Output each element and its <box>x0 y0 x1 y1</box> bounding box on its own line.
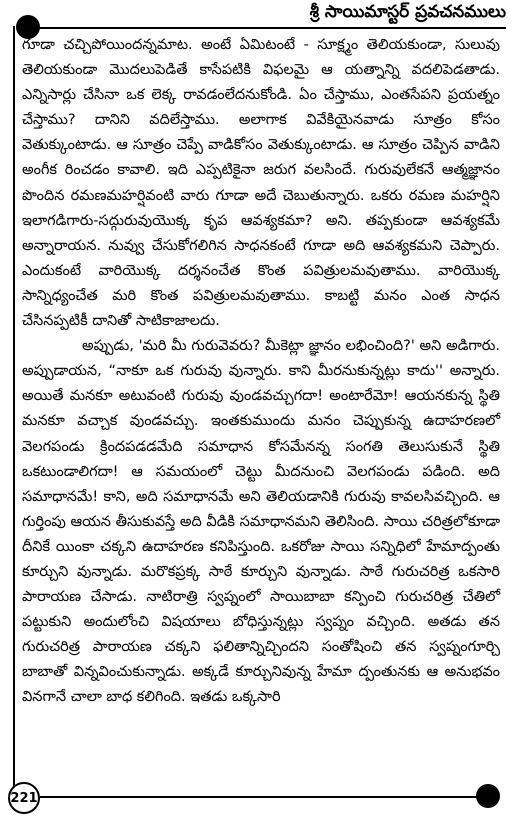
paragraph-1: గూడా చచ్చిపోయిందన్నమాట. అంటే ఏమిటంటే - సూక్ష్మం తెలియకుండా, సులువు తెలియకుండా మొదలుపెడితే కాసేపటికి విఫలమై ఆ యత్నాన్ని వదలిపెడతాడు. ఎన్నిసార్లు చేసినా ఒక లెక్క రావడంలేదనుకోండి. ఏం చేస్తాము, ఎంతసేపని ప్రయత్నం చేస్తాము? దానిని వదిలేస్తాము. అలాగాక వివేకియైనవాడు సూత్రం కోసం వెతుక్కుంటాడు. ఆ సూత్రం చెప్పే వాడికోసం వెతుక్కుంటాడు. ఆ సూత్రం చెప్పిన వాడిని అంగీక రించడం కావాలి. ఇది ఎప్పటికైనా జరుగ వలసిందే. గురువులేకనే ఆత్మజ్ఞానం పొందిన రమణమహర్షివంటి వారు గూడా అదే చెబుతున్నారు. ఒకరు రమణ మహర్షిని ఇలాగడిగారు-సద్గురువుయొక్క కృప ఆవశ్యకమా? అని. తప్పకుండా ఆవశ్యకమే అన్నారాయన. నువ్వు చేసుకోగలిగిన సాధనకంటే గూడా అది ఆవశ్యకమని చెప్పారు. ఎందుకంటే వారియొక్క దర్శనంచేత కొంత పవిత్రులమవుతాము. వారియొక్క సాన్నిధ్యంచేత మరి కొంత పవిత్రులమవుతాము. కాబట్టి మనం ఎంత సాధన చేసినప్పటికీ దానితో సాటికాజాలదు. <box>22 37 500 330</box>
body-text <box>22 33 500 711</box>
page-number: 221 <box>8 782 40 814</box>
paragraph-2: అప్పుడు, 'మరి మీ గురువెవరు? మీకెట్లా జ్ఞానం లభించింది?' అని అడిగారు. అప్పుడాయన, “నాకూ ఒక గురువు వున్నారు. కాని మీరనుకున్నట్లు కాదు'' అన్నారు. అయితే మనకూ అటువంటి గురువు వుండవచ్చుగదా! అంటారేమో! ఆయనకున్న స్థితి మనకూ వచ్చాక వుండవచ్చు. ఇంతకుముందు మనం చెప్పుకున్న ఉదాహరణలో వెలగపండు క్రిందపడడమేది సమాధాన కోసమేనన్న సంగతి తెలుసుకునే స్థితి ఒకటుండాలిగదా! ఆ సమయంలో చెట్టు మీదనుంచి వెలగపండు పడింది. అది సమాధానమే! కాని, అది సమాధానమే అని తెలియడానికి గురువు కావలసివచ్చింది. ఆ గుర్తింపు ఆయన తీసుకువస్తే అది వీడికి సమాధానమని తెలిసింది. సాయి చరిత్రలోకూడా దీనికే యింకా చక్కని ఉదాహరణ కనిపిస్తుంది. ఒకరోజు సాయి సన్నిధిలో హేమాద్పంతు కూర్చుని వున్నాడు. మరొకప్రక్క సాఠే కూర్చుని వున్నాడు. సాఠే గురుచరిత్ర ఒకసారి పారాయణ చేసాడు. నాటిరాత్రి స్వప్నంలో సాయిబాబా కన్పించి గురుచరిత్ర చేతిలో పట్టుకుని అందులోంచి విషయాలు బోధిస్తున్నట్లు స్వప్నం వచ్చింది. అతడు తన గురుచరిత్ర పారాయణ చక్కని ఫలితాన్నిచ్చిందని సంతోషించి తన స్వప్నంగూర్చి బాబాతో విన్నవించుకున్నాడు. అక్కడే కూర్చునివున్న హేమా ద్పంతునకు ఆ అనుభవం వినగానే చాలా బాధ కలిగింది. ఇతడు ఒక్కసారి <box>22 338 500 706</box>
footer-bullet-dot <box>476 784 500 808</box>
header-rule <box>28 27 506 29</box>
footer-rule <box>40 796 486 798</box>
running-header-title: శ్రీ సాయిమాస్టర్ ప్రవచనములు <box>304 0 506 24</box>
left-margin-rule <box>13 26 15 786</box>
